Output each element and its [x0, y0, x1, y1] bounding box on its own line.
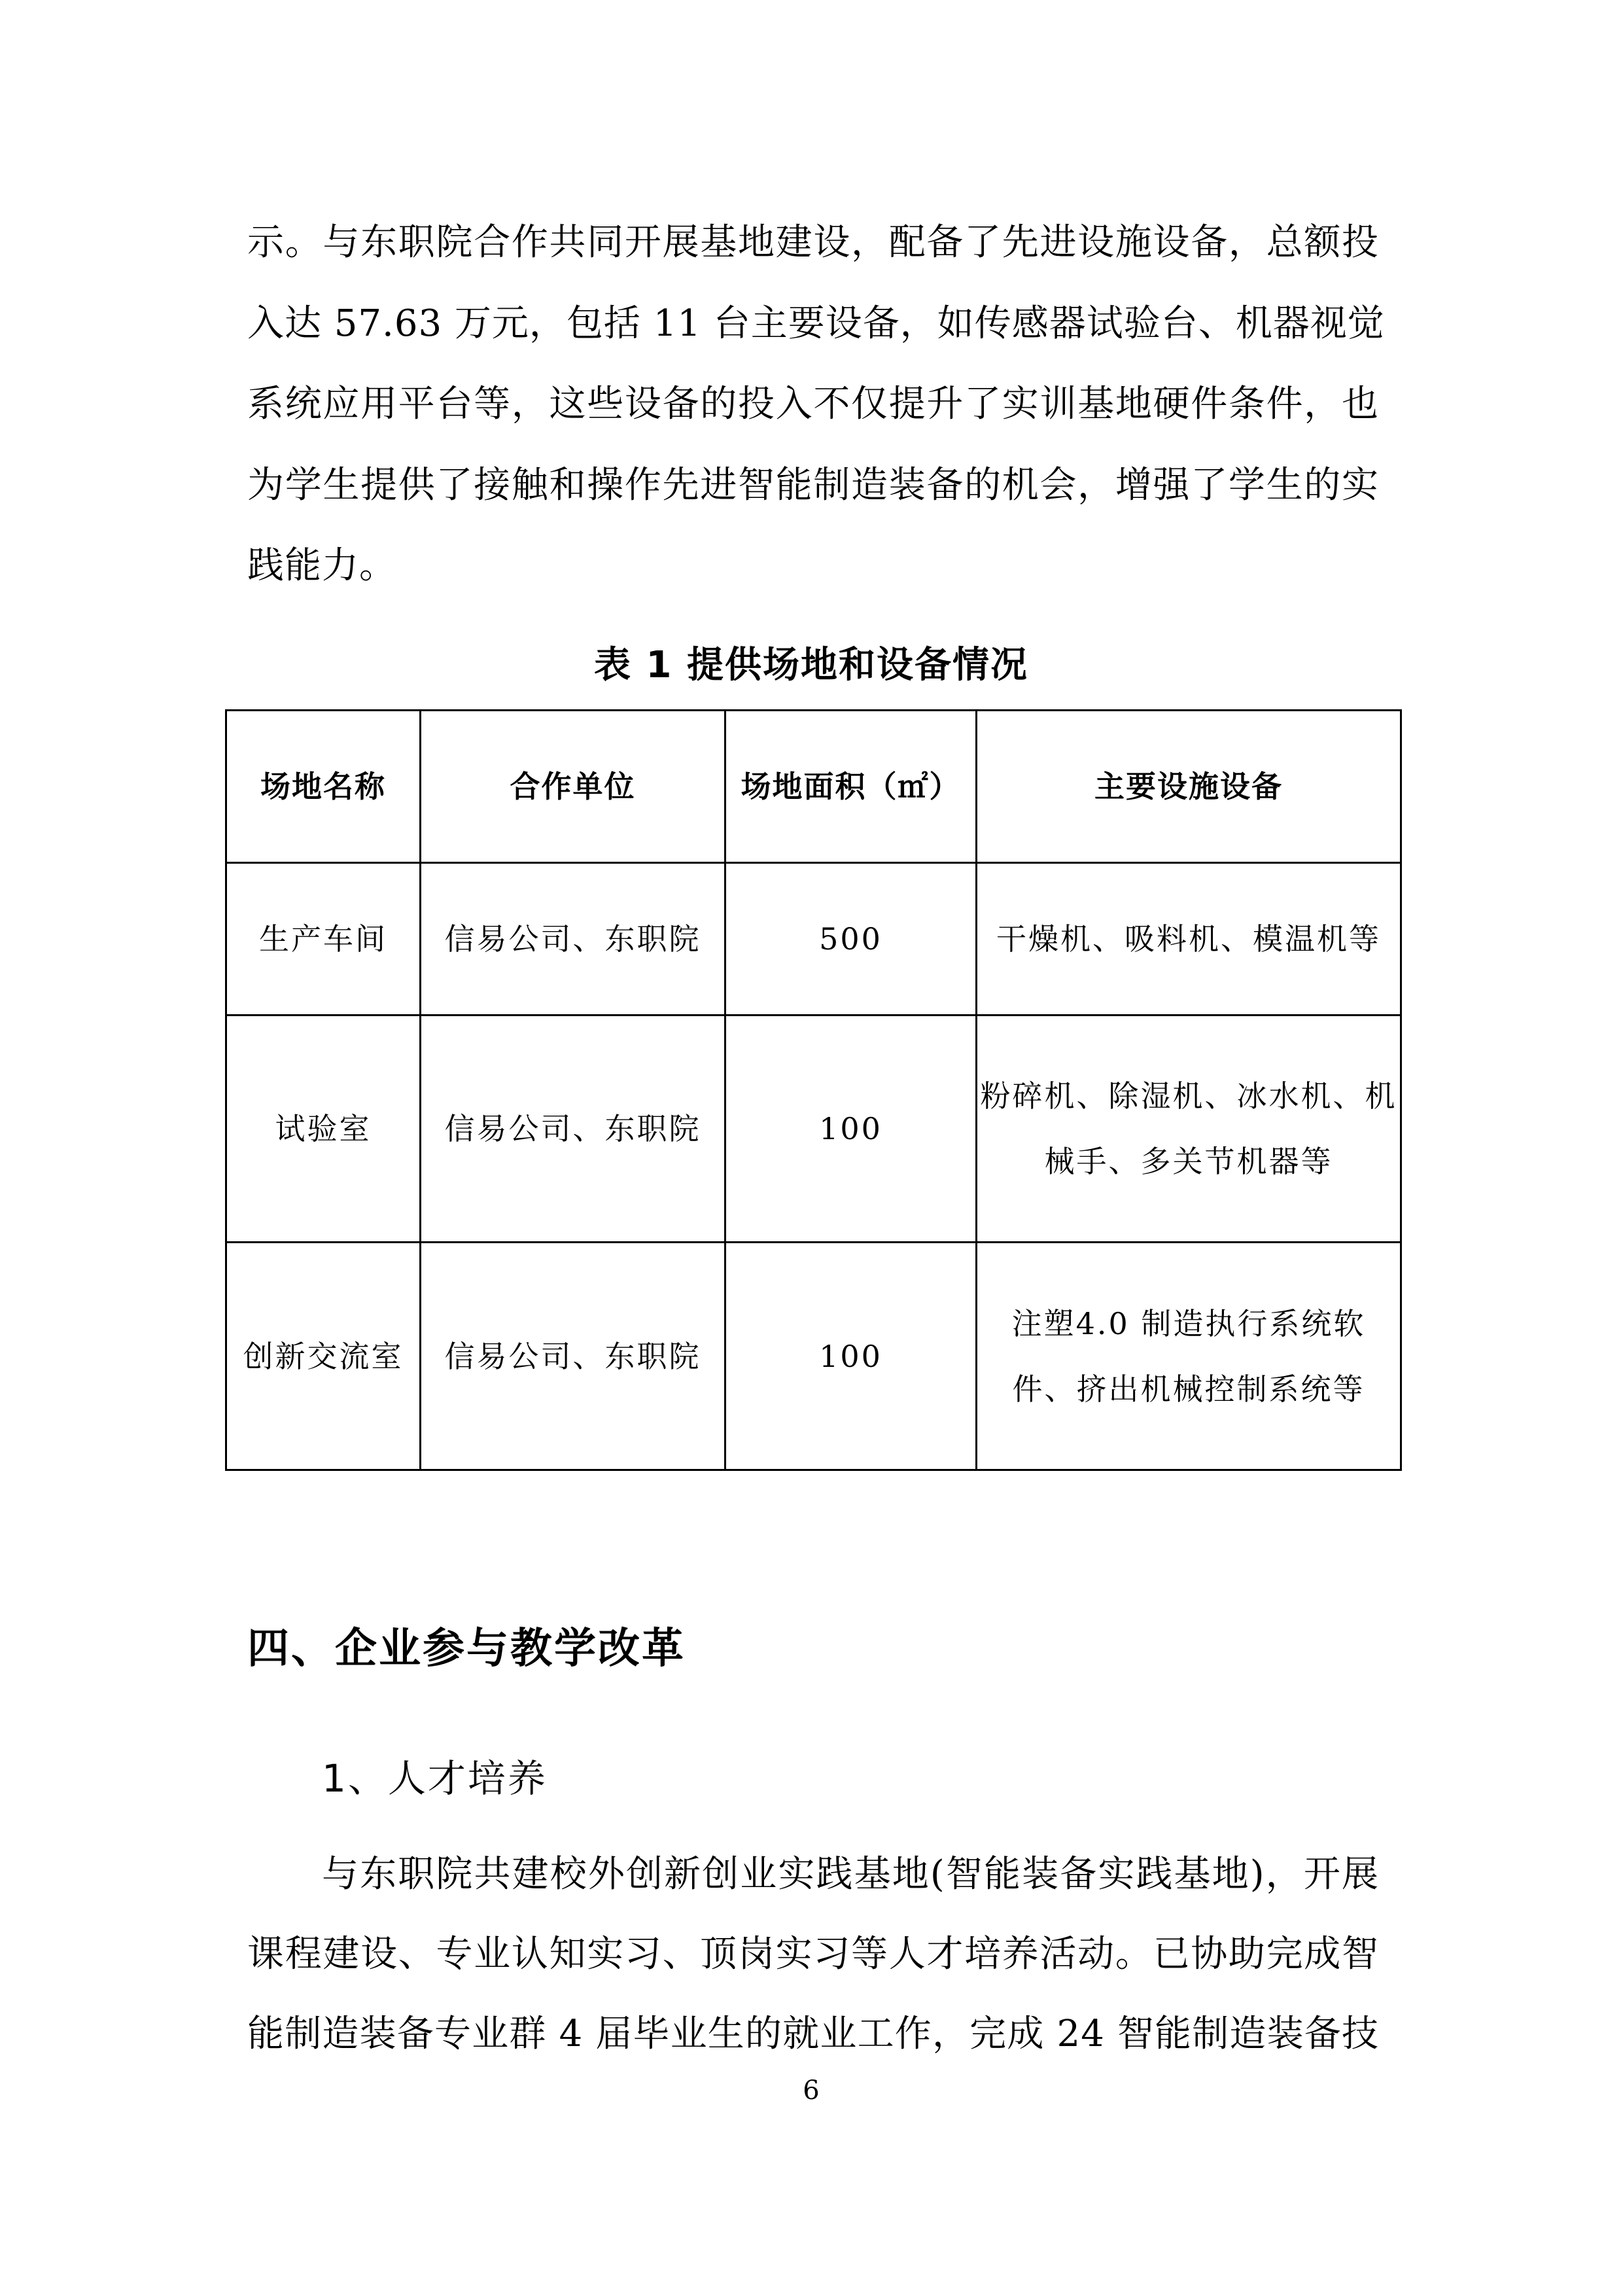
- cell-partner: 信易公司、东职院: [421, 1243, 725, 1470]
- header-venue-name: 场地名称: [226, 711, 421, 863]
- intro-line-3: 系统应用平台等，这些设备的投入不仅提升了实训基地硬件条件，也: [247, 383, 1379, 425]
- header-area: 场地面积（㎡）: [725, 711, 977, 863]
- cell-venue-name: 试验室: [226, 1016, 421, 1243]
- cell-equipment: 粉碎机、除湿机、冰水机、机械手、多关节机器等: [977, 1016, 1401, 1243]
- cell-area: 500: [725, 863, 977, 1016]
- intro-line-4: 为学生提供了接触和操作先进智能制造装备的机会，增强了学生的实: [247, 464, 1379, 506]
- table-row: [226, 1016, 1401, 1243]
- intro-line-2: 入达 57.63 万元，包括 11 台主要设备，如传感器试验台、机器视觉: [247, 302, 1385, 345]
- venue-equipment-table: [225, 709, 1402, 1471]
- intro-line-1: 示。与东职院合作共同开展基地建设，配备了先进设施设备，总额投: [247, 221, 1379, 264]
- cell-area: 100: [725, 1016, 977, 1243]
- table-header-row: [226, 711, 1401, 863]
- cell-partner: 信易公司、东职院: [421, 1016, 725, 1243]
- cell-venue-name: 生产车间: [226, 863, 421, 1016]
- intro-line-5: 践能力。: [247, 544, 396, 587]
- subsection-heading: 1、人才培养: [322, 1756, 548, 1801]
- cell-partner: 信易公司、东职院: [421, 863, 725, 1016]
- section-line-2: 课程建设、专业认知实习、顶岗实习等人才培养活动。已协助完成智: [247, 1933, 1379, 1975]
- table-caption: 表 1 提供场地和设备情况: [594, 644, 1028, 686]
- cell-area: 100: [725, 1243, 977, 1470]
- section-heading: 四、企业参与教学改革: [247, 1625, 686, 1673]
- cell-equipment: 注塑4.0 制造执行系统软件、挤出机械控制系统等: [977, 1243, 1401, 1470]
- table-row: [226, 1243, 1401, 1470]
- section-line-1: 与东职院共建校外创新创业实践基地(智能装备实践基地)，开展: [322, 1853, 1379, 1896]
- section-line-3: 能制造装备专业群 4 届毕业生的就业工作，完成 24 智能制造装备技: [247, 2013, 1379, 2055]
- table-row: [226, 863, 1401, 1016]
- cell-equipment: 干燥机、吸料机、模温机等: [977, 863, 1401, 1016]
- cell-venue-name: 创新交流室: [226, 1243, 421, 1470]
- page-number: 6: [803, 2075, 820, 2106]
- header-equipment: 主要设施设备: [977, 711, 1401, 863]
- header-partner: 合作单位: [421, 711, 725, 863]
